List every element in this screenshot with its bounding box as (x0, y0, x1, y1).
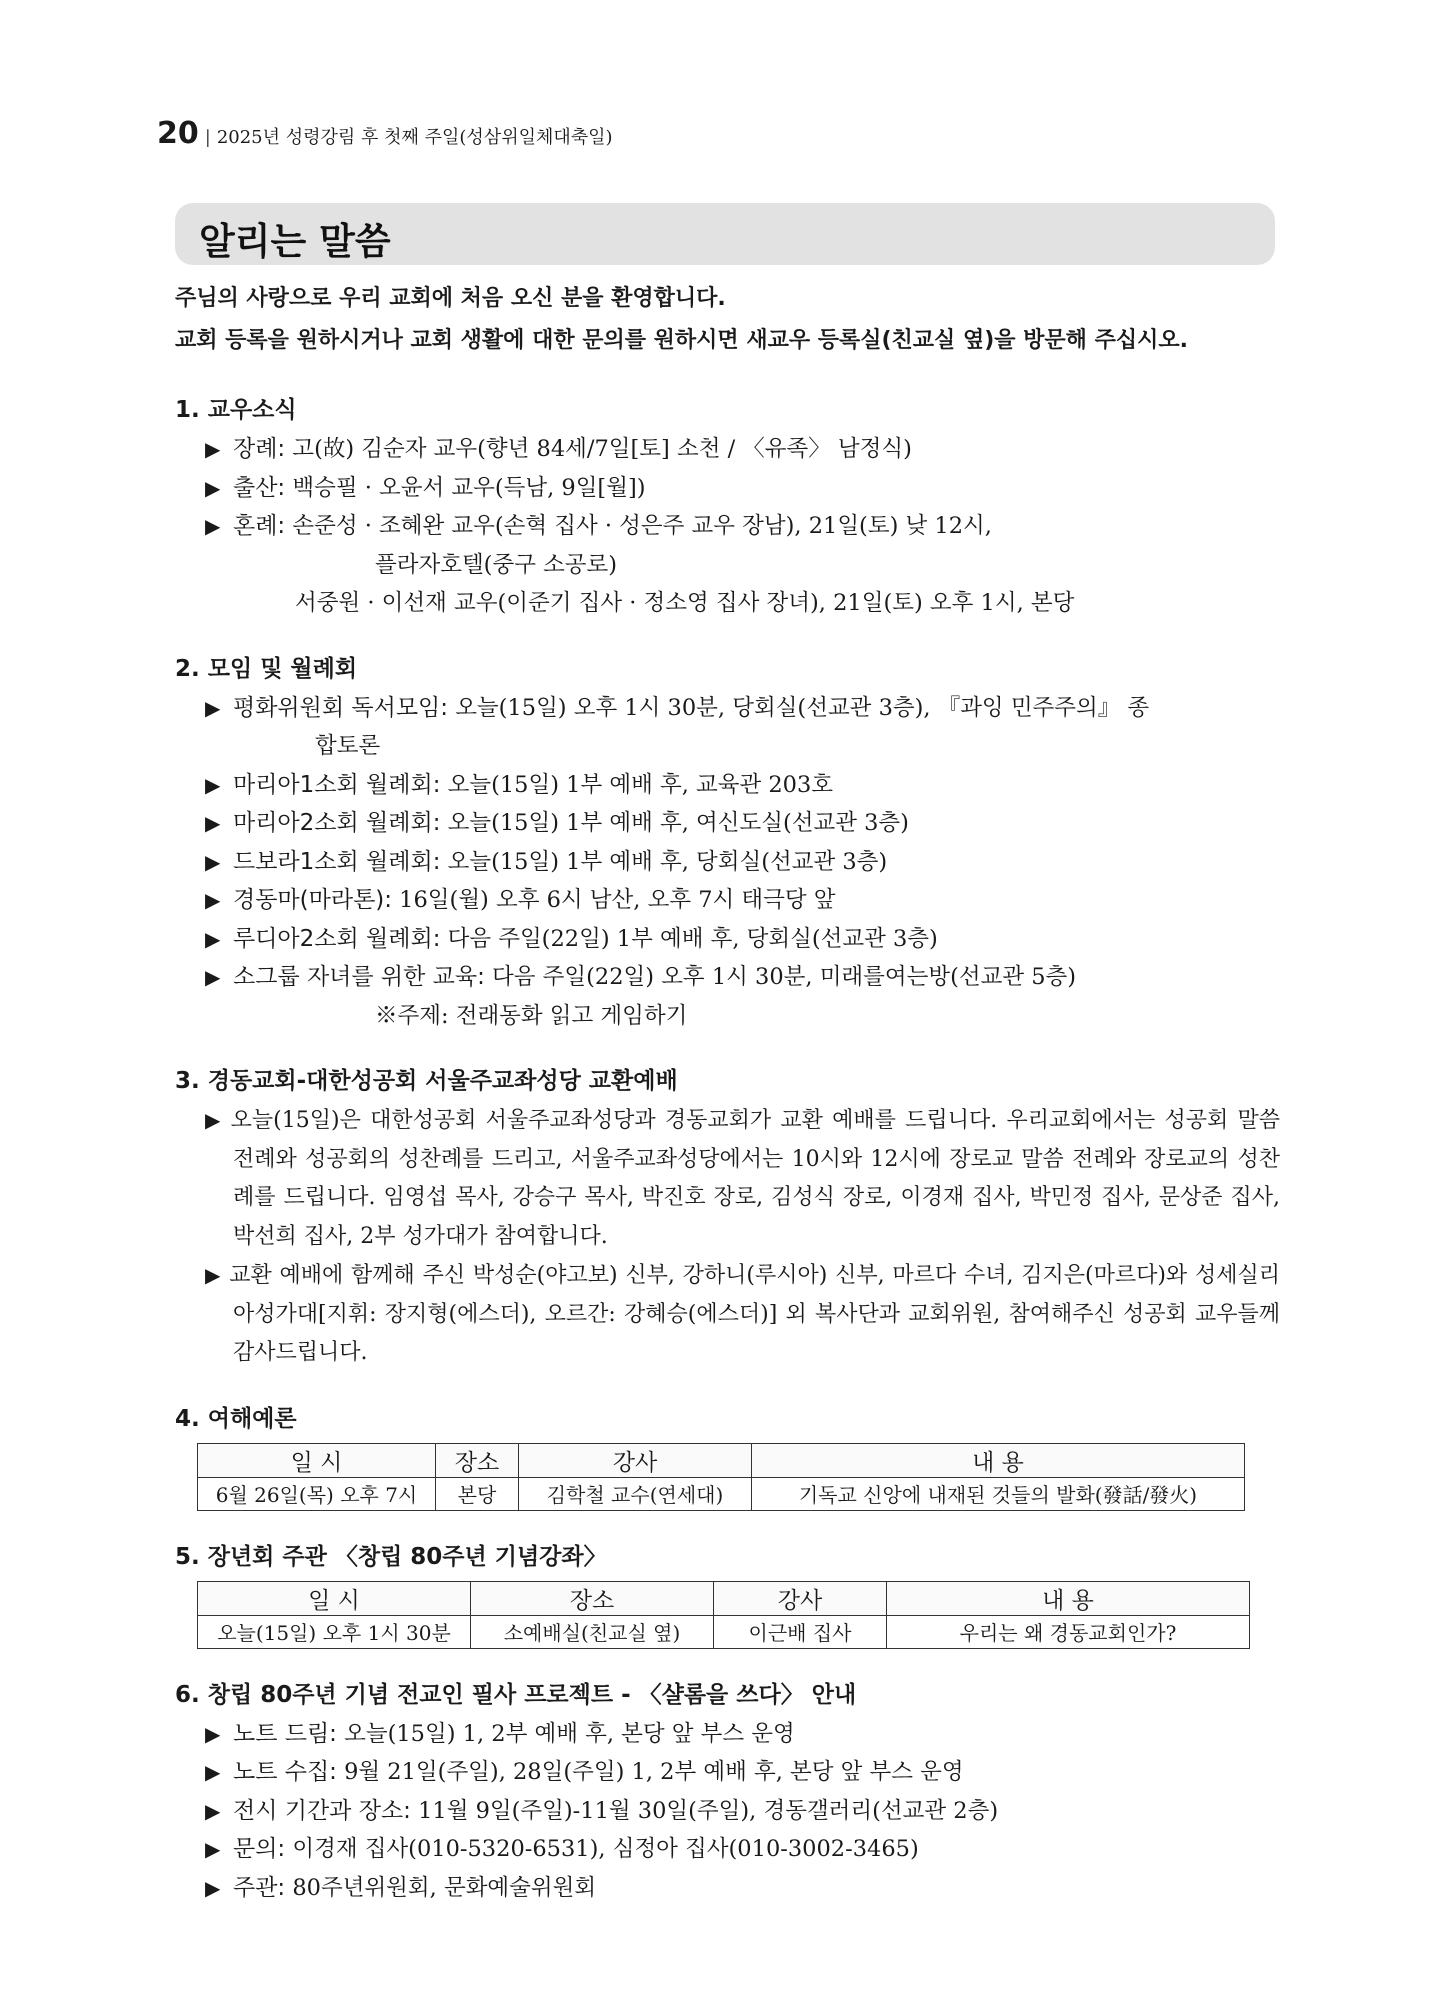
table-row (198, 1615, 1250, 1648)
section-heading: 5. 장년회 주관 〈창립 80주년 기념강좌〉 (175, 1543, 607, 1570)
table-header-row (198, 1581, 1250, 1615)
list-item (175, 689, 1280, 728)
arrow-bullet-icon: ▶ (205, 1798, 221, 1823)
section-transcription-project (175, 1675, 1280, 1908)
table-cell: 기독교 신앙에 내재된 것들의 발화(發話/發火) (752, 1477, 1245, 1510)
header-separator: | (204, 127, 211, 148)
item-text: 오늘(15일) 1, 2부 예배 후, 본당 앞 부스 운영 (344, 1720, 795, 1747)
item-text: 오늘(15일) 오후 1시 30분, 당회실(선교관 3층), 『과잉 민주주의』 종 (455, 694, 1150, 721)
list-item-continuation: 서중원 · 이선재 교우(이준기 집사 · 정소영 집사 장녀), 21일(토) 오후 1시, 본당 (295, 590, 1075, 616)
list-item (175, 920, 1280, 959)
item-key: 전시 기간과 장소: (233, 1797, 411, 1824)
item-key: 마리아1소회 월례회: (233, 771, 441, 798)
section-heading: 6. 창립 80주년 기념 전교인 필사 프로젝트 - 〈샬롬을 쓰다〉 안내 (175, 1681, 857, 1708)
item-text: 손준성 · 조혜완 교우(손혁 집사 · 성은주 교우 장남), 21일(토) 낮 12시, (292, 513, 992, 539)
table-header: 일 시 (198, 1581, 471, 1615)
table-header: 장소 (436, 1443, 519, 1477)
table-cell: 소예배실(친교실 옆) (471, 1615, 714, 1648)
item-text: 오늘(15일) 1부 예배 후, 여신도실(선교관 3층) (447, 810, 909, 836)
arrow-bullet-icon: ▶ (205, 849, 221, 874)
item-key: 마리아2소회 월례회: (233, 810, 441, 836)
list-item (175, 958, 1280, 997)
lecture-table (197, 1581, 1250, 1649)
item-key: 혼례: (233, 513, 286, 539)
list-item (175, 430, 1280, 469)
arrow-bullet-icon: ▶ (205, 514, 221, 538)
table-row (198, 1477, 1245, 1510)
section-meetings (175, 649, 1280, 1036)
list-item (175, 843, 1280, 882)
list-item (175, 1715, 1280, 1754)
arrow-bullet-icon: ▶ (205, 965, 221, 989)
paragraph-text: 교환 예배에 함께해 주신 박성순(야고보) 신부, 강하니(루시아) 신부, 마르다 수녀, 김지은(마르다)와 성세실리아성가대[지휘: 장지형(에스더), 오르간: 강혜승(에스더)] 외 복사단과 교회위원, 참여해주신 성공회 교우들께 감사드립니다. (229, 1263, 1280, 1365)
item-key: 주관: (233, 1874, 286, 1901)
announcements (175, 390, 1280, 1933)
table-header: 내 용 (752, 1443, 1245, 1477)
page-header (157, 116, 613, 151)
section-yeohae-lecture (175, 1399, 1280, 1511)
table-header: 강사 (714, 1581, 887, 1615)
item-key: 노트 수집: (233, 1759, 337, 1785)
arrow-bullet-icon: ▶ (205, 1875, 221, 1900)
section-heading: 2. 모임 및 월례회 (175, 655, 358, 682)
intro-text (175, 278, 1188, 362)
item-key: 출산: (233, 474, 286, 501)
item-key: 경동마(마라톤): (233, 887, 393, 913)
item-text: 다음 주일(22일) 오후 1시 30분, 미래를여는방(선교관 5층) (492, 964, 1077, 990)
paragraph-text: 오늘(15일)은 대한성공회 서울주교좌성당과 경동교회가 교환 예배를 드립니다. 우리교회에서는 성공회 말씀 전례와 성공회의 성찬례를 드리고, 서울주교좌성당에서는 10시와 12시에 장로교 말씀 전례와 장로교의 성찬례를 드립니다. 임영섭 목사, 강승구 목사, 박진호 장로, 김성식 장로, 이경재 집사, 박민정 집사, 문상준 집사, 박선희 집사, 2부 성가대가 참여합니다. (230, 1108, 1280, 1249)
item-key: 드보라1소회 월례회: (233, 848, 441, 875)
table-header-row (198, 1443, 1245, 1477)
item-text: 고(故) 김순자 교우(향년 84세/7일[토] 소천 / 〈유족〉 남정식) (292, 436, 912, 462)
item-text: 다음 주일(22일) 1부 예배 후, 당회실(선교관 3층) (447, 925, 938, 952)
item-text: 16일(월) 오후 6시 남산, 오후 7시 태극당 앞 (399, 887, 836, 913)
list-item (175, 1869, 1280, 1908)
intro-line: 교회 등록을 원하시거나 교회 생활에 대한 문의를 원하시면 새교우 등록실(친교실 옆)을 방문해 주십시오. (175, 328, 1188, 353)
section-exchange-worship (175, 1061, 1280, 1373)
lecture-table (197, 1443, 1245, 1511)
item-key: 루디아2소회 월례회: (233, 925, 441, 952)
arrow-bullet-icon: ▶ (205, 772, 221, 797)
list-item (175, 507, 1280, 546)
list-item (175, 881, 1280, 920)
list-item (175, 1792, 1280, 1831)
arrow-bullet-icon: ▶ (205, 811, 221, 835)
title-banner (175, 203, 1275, 265)
list-item (175, 804, 1280, 843)
arrow-bullet-icon: ▶ (205, 1721, 221, 1746)
page-subtitle: 2025년 성령강림 후 첫째 주일(성삼위일체대축일) (216, 127, 613, 148)
item-key: 문의: (233, 1836, 286, 1862)
table-header: 장소 (471, 1581, 714, 1615)
table-cell: 이근배 집사 (714, 1615, 887, 1648)
list-item-continuation: 합토론 (315, 733, 381, 759)
arrow-bullet-icon: ▶ (205, 1837, 221, 1861)
arrow-bullet-icon: ▶ (205, 695, 221, 720)
item-text: 오늘(15일) 1부 예배 후, 당회실(선교관 3층) (447, 848, 888, 875)
table-cell: 김학철 교수(연세대) (519, 1477, 752, 1510)
arrow-bullet-icon: ▶ (205, 888, 221, 912)
item-text: 백승필 · 오윤서 교우(득남, 9일[월]) (292, 474, 646, 501)
item-key: 노트 드림: (233, 1720, 337, 1747)
page-number: 20 (157, 116, 199, 151)
section-heading: 4. 여해예론 (175, 1405, 297, 1432)
section-heading: 1. 교우소식 (175, 397, 297, 423)
item-key: 평화위원회 독서모임: (233, 694, 449, 721)
arrow-bullet-icon: ▶ (205, 475, 221, 500)
table-cell: 본당 (436, 1477, 519, 1510)
table-header: 강사 (519, 1443, 752, 1477)
item-text: 80주년위원회, 문화예술위원회 (292, 1874, 597, 1901)
arrow-bullet-icon: ▶ (205, 1263, 222, 1287)
list-item-note: ※주제: 전래동화 읽고 게임하기 (375, 1002, 688, 1029)
item-text: 11월 9일(주일)-11월 30일(주일), 경동갤러리(선교관 2층) (418, 1797, 999, 1824)
arrow-bullet-icon: ▶ (205, 926, 221, 951)
item-key: 장례: (233, 436, 286, 462)
section-heading: 3. 경동교회-대한성공회 서울주교좌성당 교환예배 (175, 1068, 678, 1094)
section-member-news (175, 390, 1280, 623)
item-text: 9월 21일(주일), 28일(주일) 1, 2부 예배 후, 본당 앞 부스 운영 (344, 1759, 964, 1785)
arrow-bullet-icon: ▶ (205, 437, 221, 461)
table-header: 일 시 (198, 1443, 436, 1477)
list-item (175, 766, 1280, 805)
intro-line: 주님의 사랑으로 우리 교회에 처음 오신 분을 환영합니다. (175, 286, 726, 311)
item-text: 이경재 집사(010-5320-6531), 심정아 집사(010-3002-3465) (292, 1836, 919, 1862)
item-text: 오늘(15일) 1부 예배 후, 교육관 203호 (447, 771, 834, 798)
table-cell: 우리는 왜 경동교회인가? (887, 1615, 1250, 1648)
section-anniversary-lecture (175, 1537, 1280, 1649)
list-item (175, 469, 1280, 508)
table-cell: 6월 26일(목) 오후 7시 (198, 1477, 436, 1510)
table-header: 내 용 (887, 1581, 1250, 1615)
list-item-continuation: 플라자호텔(중구 소공로) (375, 551, 618, 578)
arrow-bullet-icon: ▶ (205, 1108, 223, 1132)
paragraph (175, 1101, 1280, 1256)
item-key: 소그룹 자녀를 위한 교육: (233, 964, 485, 990)
paragraph (175, 1256, 1280, 1373)
page-title: 알리는 말씀 (199, 220, 391, 263)
list-item (175, 1830, 1280, 1869)
table-cell: 오늘(15일) 오후 1시 30분 (198, 1615, 471, 1648)
list-item (175, 1753, 1280, 1792)
arrow-bullet-icon: ▶ (205, 1760, 221, 1784)
